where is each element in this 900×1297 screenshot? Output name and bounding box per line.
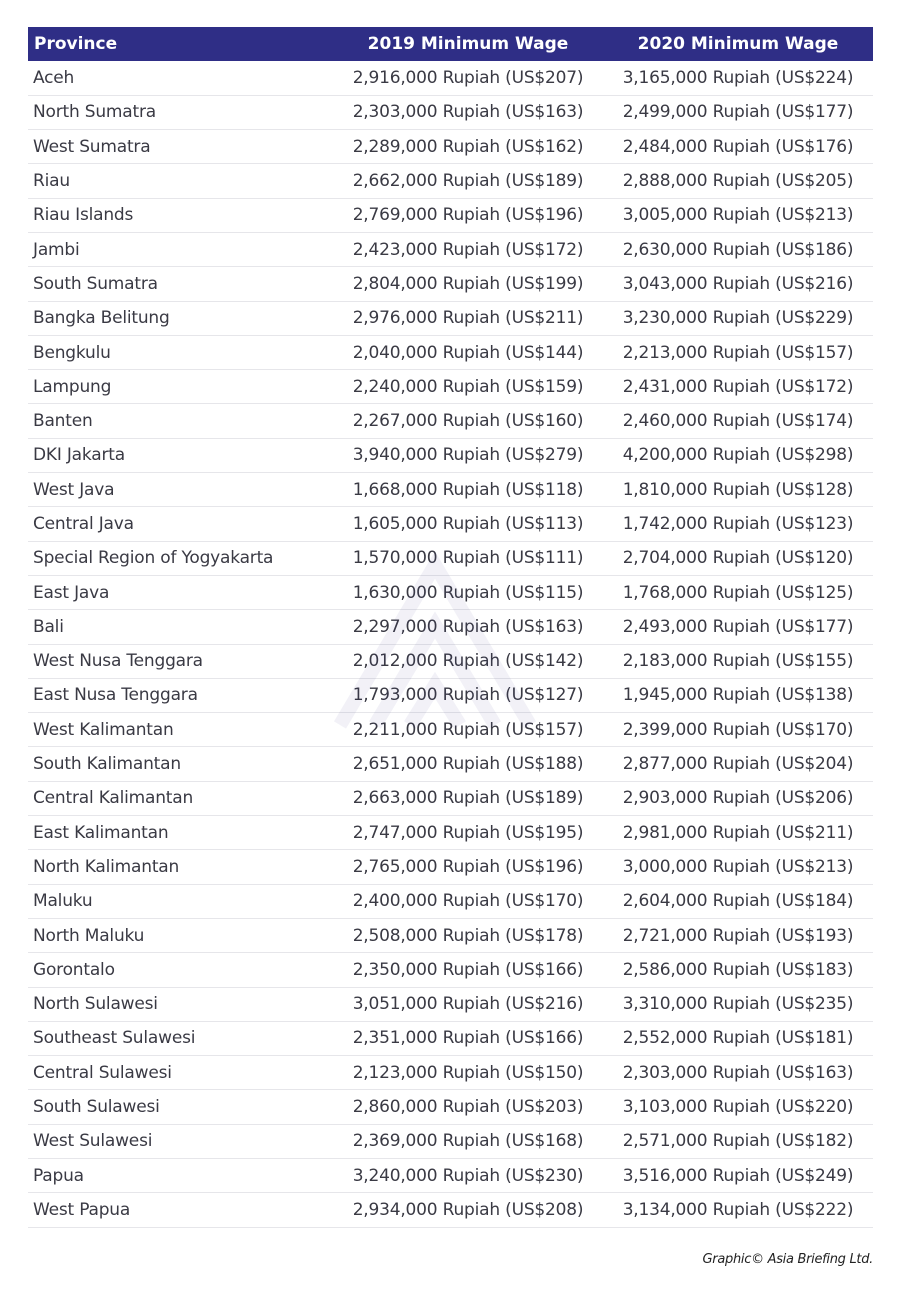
table-row <box>28 1090 873 1124</box>
province-cell: Central Kalimantan <box>28 781 333 815</box>
table-row <box>28 130 873 164</box>
wage-2019-cell: 2,508,000 Rupiah (US$178) <box>333 918 603 952</box>
table-row <box>28 1021 873 1055</box>
wage-2019-cell: 2,297,000 Rupiah (US$163) <box>333 610 603 644</box>
table-row <box>28 678 873 712</box>
wage-2019-cell: 2,976,000 Rupiah (US$211) <box>333 301 603 335</box>
wage-2020-cell: 3,165,000 Rupiah (US$224) <box>603 61 873 95</box>
wage-2019-cell: 2,662,000 Rupiah (US$189) <box>333 164 603 198</box>
table-row <box>28 884 873 918</box>
wage-2020-cell: 3,103,000 Rupiah (US$220) <box>603 1090 873 1124</box>
table-row <box>28 473 873 507</box>
wage-2019-cell: 2,040,000 Rupiah (US$144) <box>333 335 603 369</box>
wage-table-container <box>28 27 873 1228</box>
wage-2019-cell: 3,240,000 Rupiah (US$230) <box>333 1159 603 1193</box>
table-row <box>28 1056 873 1090</box>
wage-2020-cell: 3,005,000 Rupiah (US$213) <box>603 198 873 232</box>
wage-2020-cell: 3,000,000 Rupiah (US$213) <box>603 850 873 884</box>
province-cell: Bengkulu <box>28 335 333 369</box>
province-cell: Central Java <box>28 507 333 541</box>
province-cell: North Sulawesi <box>28 987 333 1021</box>
wage-2020-cell: 2,484,000 Rupiah (US$176) <box>603 130 873 164</box>
province-cell: Lampung <box>28 370 333 404</box>
wage-2020-cell: 2,460,000 Rupiah (US$174) <box>603 404 873 438</box>
wage-2019-cell: 3,940,000 Rupiah (US$279) <box>333 438 603 472</box>
wage-2020-cell: 2,571,000 Rupiah (US$182) <box>603 1124 873 1158</box>
wage-2020-cell: 3,230,000 Rupiah (US$229) <box>603 301 873 335</box>
table-body <box>28 61 873 1227</box>
wage-2019-cell: 2,012,000 Rupiah (US$142) <box>333 644 603 678</box>
wage-2020-cell: 3,516,000 Rupiah (US$249) <box>603 1159 873 1193</box>
province-cell: Banten <box>28 404 333 438</box>
province-cell: North Kalimantan <box>28 850 333 884</box>
wage-2020-cell: 2,493,000 Rupiah (US$177) <box>603 610 873 644</box>
wage-2019-cell: 1,570,000 Rupiah (US$111) <box>333 541 603 575</box>
table-row <box>28 644 873 678</box>
province-cell: North Sumatra <box>28 95 333 129</box>
table-row <box>28 850 873 884</box>
wage-2019-cell: 2,400,000 Rupiah (US$170) <box>333 884 603 918</box>
wage-2019-cell: 2,350,000 Rupiah (US$166) <box>333 953 603 987</box>
table-row <box>28 267 873 301</box>
wage-2019-cell: 2,651,000 Rupiah (US$188) <box>333 747 603 781</box>
wage-2020-cell: 1,742,000 Rupiah (US$123) <box>603 507 873 541</box>
province-cell: East Java <box>28 575 333 609</box>
wage-2020-cell: 2,981,000 Rupiah (US$211) <box>603 816 873 850</box>
province-cell: West Java <box>28 473 333 507</box>
wage-2020-cell: 2,183,000 Rupiah (US$155) <box>603 644 873 678</box>
province-cell: Papua <box>28 1159 333 1193</box>
wage-2019-cell: 1,630,000 Rupiah (US$115) <box>333 575 603 609</box>
wage-2019-cell: 2,765,000 Rupiah (US$196) <box>333 850 603 884</box>
wage-2019-cell: 2,123,000 Rupiah (US$150) <box>333 1056 603 1090</box>
province-cell: DKI Jakarta <box>28 438 333 472</box>
wage-2019-cell: 2,934,000 Rupiah (US$208) <box>333 1193 603 1227</box>
table-row <box>28 816 873 850</box>
province-cell: West Sumatra <box>28 130 333 164</box>
province-cell: North Maluku <box>28 918 333 952</box>
province-cell: Aceh <box>28 61 333 95</box>
wage-2019-cell: 1,793,000 Rupiah (US$127) <box>333 678 603 712</box>
table-row <box>28 164 873 198</box>
wage-2020-cell: 4,200,000 Rupiah (US$298) <box>603 438 873 472</box>
table-row <box>28 1159 873 1193</box>
province-cell: Maluku <box>28 884 333 918</box>
header-province: Province <box>34 34 118 54</box>
wage-2020-cell: 2,586,000 Rupiah (US$183) <box>603 953 873 987</box>
table-row <box>28 404 873 438</box>
wage-2020-cell: 3,310,000 Rupiah (US$235) <box>603 987 873 1021</box>
wage-2019-cell: 2,303,000 Rupiah (US$163) <box>333 95 603 129</box>
wage-2020-cell: 2,303,000 Rupiah (US$163) <box>603 1056 873 1090</box>
province-cell: Gorontalo <box>28 953 333 987</box>
province-cell: South Kalimantan <box>28 747 333 781</box>
wage-2019-cell: 2,747,000 Rupiah (US$195) <box>333 816 603 850</box>
table-row <box>28 541 873 575</box>
province-cell: West Sulawesi <box>28 1124 333 1158</box>
wage-2020-cell: 2,630,000 Rupiah (US$186) <box>603 232 873 266</box>
wage-2019-cell: 1,605,000 Rupiah (US$113) <box>333 507 603 541</box>
wage-2020-cell: 3,043,000 Rupiah (US$216) <box>603 267 873 301</box>
wage-2020-cell: 2,552,000 Rupiah (US$181) <box>603 1021 873 1055</box>
wage-2020-cell: 3,134,000 Rupiah (US$222) <box>603 1193 873 1227</box>
province-cell: West Nusa Tenggara <box>28 644 333 678</box>
wage-2020-cell: 2,877,000 Rupiah (US$204) <box>603 747 873 781</box>
header-2020-wage: 2020 Minimum Wage <box>637 34 839 54</box>
wage-2020-cell: 2,704,000 Rupiah (US$120) <box>603 541 873 575</box>
table-row <box>28 335 873 369</box>
table-row <box>28 610 873 644</box>
province-cell: Special Region of Yogyakarta <box>28 541 333 575</box>
wage-2019-cell: 2,267,000 Rupiah (US$160) <box>333 404 603 438</box>
wage-2019-cell: 2,369,000 Rupiah (US$168) <box>333 1124 603 1158</box>
wage-2019-cell: 2,916,000 Rupiah (US$207) <box>333 61 603 95</box>
table-row <box>28 713 873 747</box>
table-row <box>28 507 873 541</box>
table-row <box>28 781 873 815</box>
province-cell: Jambi <box>28 232 333 266</box>
table-row <box>28 95 873 129</box>
wage-2019-cell: 2,289,000 Rupiah (US$162) <box>333 130 603 164</box>
wage-2020-cell: 2,499,000 Rupiah (US$177) <box>603 95 873 129</box>
province-cell: Bangka Belitung <box>28 301 333 335</box>
wage-2019-cell: 2,804,000 Rupiah (US$199) <box>333 267 603 301</box>
table-row <box>28 747 873 781</box>
table-row <box>28 301 873 335</box>
wage-2019-cell: 2,860,000 Rupiah (US$203) <box>333 1090 603 1124</box>
province-cell: Riau Islands <box>28 198 333 232</box>
wage-2020-cell: 2,399,000 Rupiah (US$170) <box>603 713 873 747</box>
table-row <box>28 953 873 987</box>
wage-2020-cell: 2,721,000 Rupiah (US$193) <box>603 918 873 952</box>
province-cell: South Sumatra <box>28 267 333 301</box>
wage-2020-cell: 2,903,000 Rupiah (US$206) <box>603 781 873 815</box>
province-cell: West Kalimantan <box>28 713 333 747</box>
province-cell: Riau <box>28 164 333 198</box>
wage-2019-cell: 2,423,000 Rupiah (US$172) <box>333 232 603 266</box>
wage-2020-cell: 2,431,000 Rupiah (US$172) <box>603 370 873 404</box>
header-row <box>28 27 873 61</box>
wage-2019-cell: 3,051,000 Rupiah (US$216) <box>333 987 603 1021</box>
header-2019-wage: 2019 Minimum Wage <box>367 34 569 54</box>
table-row <box>28 575 873 609</box>
wage-2020-cell: 1,945,000 Rupiah (US$138) <box>603 678 873 712</box>
graphic-credit: Graphic© Asia Briefing Ltd. <box>702 1252 873 1267</box>
table-row <box>28 438 873 472</box>
wage-2019-cell: 2,240,000 Rupiah (US$159) <box>333 370 603 404</box>
wage-2020-cell: 2,604,000 Rupiah (US$184) <box>603 884 873 918</box>
table-row <box>28 198 873 232</box>
wage-2020-cell: 1,810,000 Rupiah (US$128) <box>603 473 873 507</box>
wage-2019-cell: 2,351,000 Rupiah (US$166) <box>333 1021 603 1055</box>
province-cell: Bali <box>28 610 333 644</box>
wage-2019-cell: 2,663,000 Rupiah (US$189) <box>333 781 603 815</box>
province-cell: East Nusa Tenggara <box>28 678 333 712</box>
province-cell: East Kalimantan <box>28 816 333 850</box>
wage-2020-cell: 2,888,000 Rupiah (US$205) <box>603 164 873 198</box>
province-cell: Southeast Sulawesi <box>28 1021 333 1055</box>
province-cell: Central Sulawesi <box>28 1056 333 1090</box>
table-row <box>28 232 873 266</box>
wage-2020-cell: 2,213,000 Rupiah (US$157) <box>603 335 873 369</box>
wage-2019-cell: 2,769,000 Rupiah (US$196) <box>333 198 603 232</box>
wage-2019-cell: 1,668,000 Rupiah (US$118) <box>333 473 603 507</box>
table-row <box>28 370 873 404</box>
province-cell: South Sulawesi <box>28 1090 333 1124</box>
table-row <box>28 61 873 95</box>
wage-2020-cell: 1,768,000 Rupiah (US$125) <box>603 575 873 609</box>
province-cell: West Papua <box>28 1193 333 1227</box>
table-row <box>28 1124 873 1158</box>
table-header <box>28 27 873 61</box>
table-row <box>28 987 873 1021</box>
wage-2019-cell: 2,211,000 Rupiah (US$157) <box>333 713 603 747</box>
table-row <box>28 918 873 952</box>
minimum-wage-table <box>28 27 873 1228</box>
table-row <box>28 1193 873 1227</box>
